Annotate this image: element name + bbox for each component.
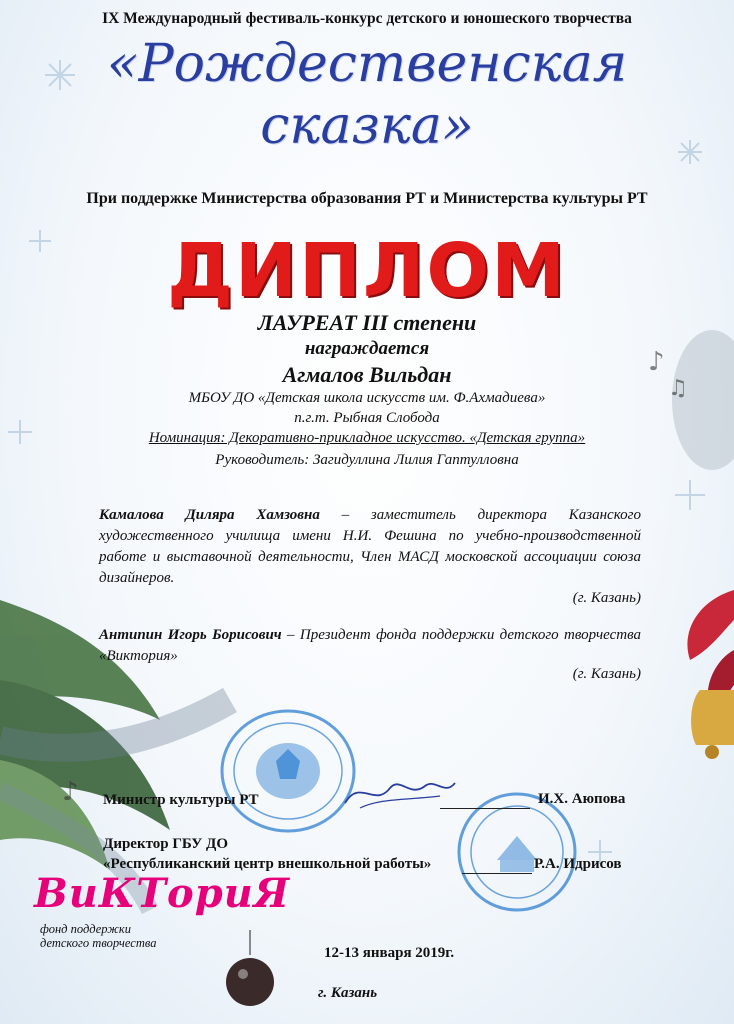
- bell-decoration: [691, 690, 734, 759]
- signature-line: [440, 808, 530, 809]
- jury-member-description: – заместитель директора Казанского художественного училища имени Н.И. Фешина по учебно-производственной работе и выставочной деятельности, Член МАСД московской ассоциации союза дизайнеров.: [99, 507, 641, 586]
- jury-member-description: – Президент фонда поддержки детского творчества «Виктория»: [99, 627, 641, 664]
- support-line: При поддержке Министерства образования РТ и Министерства культуры РТ: [86, 190, 648, 207]
- leader: Руководитель: Загидуллина Лилия Гаптулловна: [215, 452, 519, 468]
- logo-subtitle-line1: фонд поддержки: [40, 922, 131, 936]
- festival-name-line2: сказка»: [260, 96, 474, 156]
- svg-text:♪: ♪: [648, 347, 665, 377]
- jury-member-2: [99, 625, 641, 667]
- diploma-heading: ДИПЛОМ: [167, 228, 567, 314]
- victoria-logo: ВиКТориЯ: [34, 870, 291, 917]
- awarded-word: награждается: [304, 338, 430, 359]
- minister-title: Министр культуры РТ: [103, 792, 259, 808]
- logo-subtitle: [40, 922, 210, 950]
- logo-subtitle-line2: детского творчества: [40, 936, 157, 950]
- event-date: 12-13 января 2019г.: [324, 945, 455, 961]
- minister-name: И.Х. Аюпова: [538, 791, 626, 807]
- school-name: МБОУ ДО «Детская школа искусств им. Ф.Ахмадиева»: [188, 390, 546, 406]
- signature-line: [462, 873, 532, 874]
- festival-line: IX Международный фестиваль-конкурс детского и юношеского творчества: [102, 10, 632, 27]
- svg-text:♪: ♪: [62, 777, 79, 807]
- jury-member-city: (г. Казань): [572, 666, 641, 682]
- jury-member-1: [99, 505, 641, 589]
- jury-member-city: (г. Казань): [572, 590, 641, 606]
- event-city: г. Казань: [318, 985, 378, 1001]
- nomination: Номинация: Декоративно-прикладное искусство. «Детская группа»: [148, 430, 586, 446]
- director-name: Р.А. Идрисов: [534, 856, 622, 872]
- director-title-line2: «Республиканский центр внешкольной работы»: [103, 856, 432, 872]
- award-level: ЛАУРЕАТ III степени: [257, 310, 477, 335]
- official-stamp-ministry: [218, 706, 358, 836]
- director-title-line1: Директор ГБУ ДО: [103, 836, 229, 852]
- recipient-name: Агмалов Вильдан: [282, 362, 452, 387]
- settlement-name: п.г.т. Рыбная Слобода: [294, 410, 440, 426]
- jury-member-name: Камалова Диляра Хамзовна: [99, 507, 320, 523]
- ornament-ball-decoration: [226, 930, 274, 1006]
- svg-text:♫: ♫: [668, 376, 688, 401]
- festival-name-line1: «Рождественская: [106, 34, 628, 94]
- signature-minister: [340, 768, 460, 818]
- jury-member-name: Антипин Игорь Борисович: [99, 627, 282, 643]
